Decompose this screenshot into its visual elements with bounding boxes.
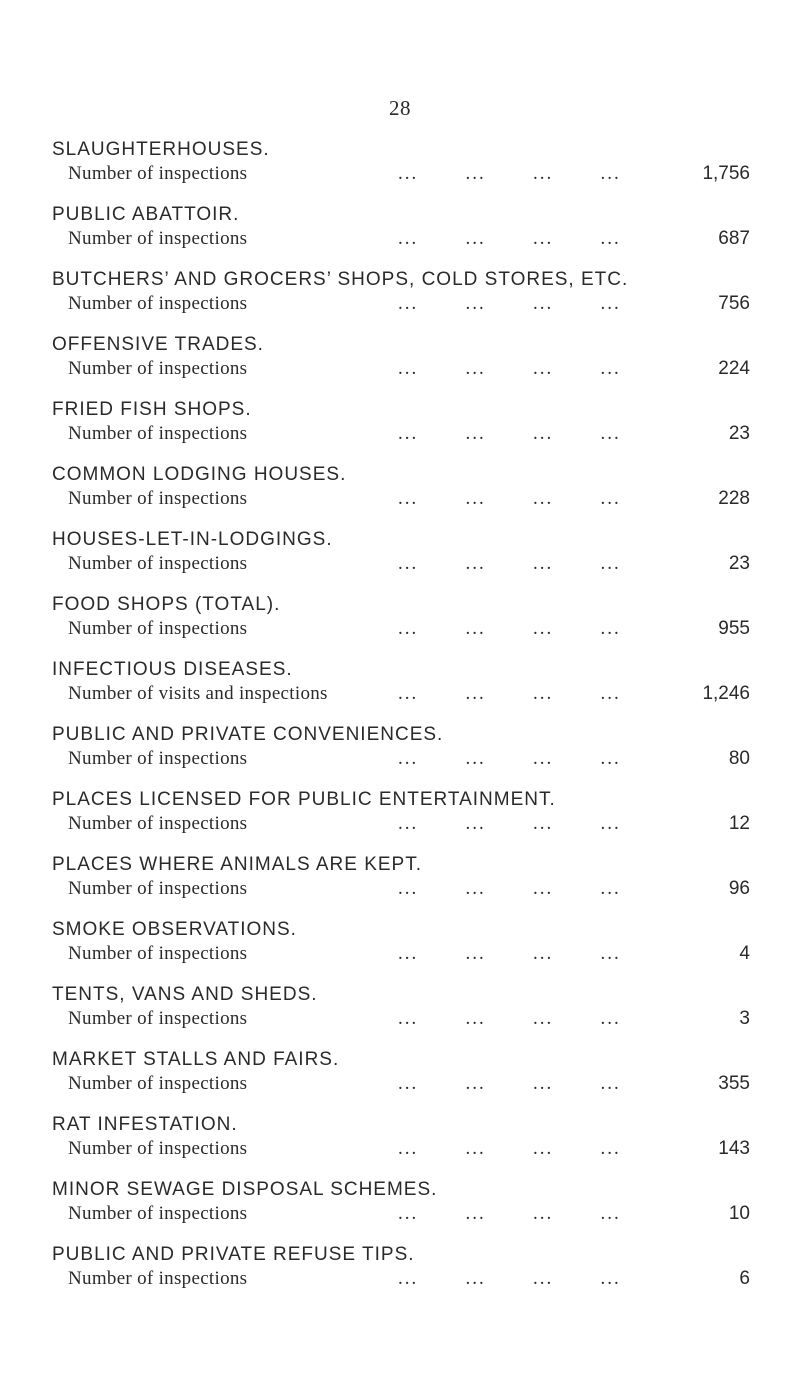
entry-value: 1,756 (702, 163, 750, 184)
entry-value: 355 (718, 1073, 750, 1094)
entry-label: Number of inspections (68, 1138, 248, 1159)
entry-detail-row (68, 1073, 748, 1097)
entry-detail-row (68, 878, 748, 902)
entry-label: Number of inspections (68, 748, 248, 769)
inspection-entry (52, 1049, 752, 1114)
entry-heading: BUTCHERS’ AND GROCERS’ SHOPS, COLD STORES, ETC. (52, 269, 629, 290)
entry-heading: SMOKE OBSERVATIONS. (52, 919, 297, 940)
dot-leaders: ... ... ... ... (398, 488, 621, 509)
entry-heading: MINOR SEWAGE DISPOSAL SCHEMES. (52, 1179, 438, 1200)
entry-detail-row (68, 683, 748, 707)
entry-value: 6 (739, 1268, 750, 1289)
dot-leaders: ... ... ... ... (398, 943, 621, 964)
entry-value: 23 (728, 423, 750, 444)
entry-label: Number of inspections (68, 1203, 248, 1224)
entry-value: 228 (718, 488, 750, 509)
entry-heading: HOUSES-LET-IN-LODGINGS. (52, 529, 333, 550)
inspection-entry (52, 724, 752, 789)
entry-detail-row (68, 943, 748, 967)
entry-heading: RAT INFESTATION. (52, 1114, 238, 1135)
inspection-entry (52, 334, 752, 399)
dot-leaders: ... ... ... ... (398, 358, 621, 379)
entry-heading: FOOD SHOPS (TOTAL). (52, 594, 281, 615)
entry-heading: INFECTIOUS DISEASES. (52, 659, 293, 680)
inspection-entry (52, 269, 752, 334)
entry-detail-row (68, 813, 748, 837)
entry-value: 4 (739, 943, 750, 964)
entry-value: 1,246 (702, 683, 750, 704)
dot-leaders: ... ... ... ... (398, 1008, 621, 1029)
dot-leaders: ... ... ... ... (398, 163, 621, 184)
entry-detail-row (68, 228, 748, 252)
dot-leaders: ... ... ... ... (398, 228, 621, 249)
entry-detail-row (68, 748, 748, 772)
entry-detail-row (68, 618, 748, 642)
entry-label: Number of inspections (68, 1008, 248, 1029)
entry-label: Number of inspections (68, 423, 248, 444)
entry-label: Number of inspections (68, 358, 248, 379)
entry-detail-row (68, 358, 748, 382)
entry-detail-row (68, 293, 748, 317)
inspection-entry (52, 594, 752, 659)
entry-heading: COMMON LODGING HOUSES. (52, 464, 347, 485)
entry-label: Number of inspections (68, 618, 248, 639)
entry-value: 687 (718, 228, 750, 249)
inspection-entry (52, 659, 752, 724)
inspection-entry (52, 399, 752, 464)
entry-value: 955 (718, 618, 750, 639)
entry-label: Number of inspections (68, 488, 248, 509)
entry-label: Number of inspections (68, 943, 248, 964)
entry-heading: MARKET STALLS AND FAIRS. (52, 1049, 340, 1070)
entry-heading: PLACES LICENSED FOR PUBLIC ENTERTAINMENT. (52, 789, 556, 810)
entry-detail-row (68, 1008, 748, 1032)
entry-value: 10 (728, 1203, 750, 1224)
entry-label: Number of inspections (68, 878, 248, 899)
entry-value: 80 (728, 748, 750, 769)
entry-heading: SLAUGHTERHOUSES. (52, 139, 270, 160)
inspection-entry (52, 464, 752, 529)
dot-leaders: ... ... ... ... (398, 1203, 621, 1224)
entry-detail-row (68, 1138, 748, 1162)
entry-detail-row (68, 1268, 748, 1292)
entry-label: Number of inspections (68, 228, 248, 249)
entry-heading: PUBLIC AND PRIVATE CONVENIENCES. (52, 724, 444, 745)
entry-heading: PUBLIC ABATTOIR. (52, 204, 240, 225)
dot-leaders: ... ... ... ... (398, 553, 621, 574)
inspection-entries (52, 139, 752, 1309)
inspection-entry (52, 919, 752, 984)
entry-label: Number of inspections (68, 813, 248, 834)
entry-detail-row (68, 553, 748, 577)
entry-heading: TENTS, VANS AND SHEDS. (52, 984, 318, 1005)
dot-leaders: ... ... ... ... (398, 618, 621, 639)
entry-value: 96 (728, 878, 750, 899)
inspection-entry (52, 1244, 752, 1309)
dot-leaders: ... ... ... ... (398, 1138, 621, 1159)
inspection-entry (52, 1179, 752, 1244)
inspection-entry (52, 789, 752, 854)
inspection-entry (52, 984, 752, 1049)
dot-leaders: ... ... ... ... (398, 1073, 621, 1094)
entry-detail-row (68, 423, 748, 447)
entry-label: Number of inspections (68, 553, 248, 574)
dot-leaders: ... ... ... ... (398, 748, 621, 769)
entry-heading: FRIED FISH SHOPS. (52, 399, 252, 420)
inspection-entry (52, 854, 752, 919)
entry-detail-row (68, 488, 748, 512)
entry-heading: OFFENSIVE TRADES. (52, 334, 264, 355)
inspection-entry (52, 139, 752, 204)
dot-leaders: ... ... ... ... (398, 293, 621, 314)
entry-value: 12 (728, 813, 750, 834)
inspection-entry (52, 204, 752, 269)
entry-detail-row (68, 1203, 748, 1227)
entry-label: Number of inspections (68, 1268, 248, 1289)
entry-value: 224 (718, 358, 750, 379)
page-number: 28 (389, 96, 411, 120)
entry-value: 756 (718, 293, 750, 314)
entry-label: Number of visits and inspections (68, 683, 328, 704)
dot-leaders: ... ... ... ... (398, 1268, 621, 1289)
entry-label: Number of inspections (68, 1073, 248, 1094)
entry-label: Number of inspections (68, 163, 248, 184)
dot-leaders: ... ... ... ... (398, 423, 621, 444)
entry-value: 143 (718, 1138, 750, 1159)
entry-heading: PUBLIC AND PRIVATE REFUSE TIPS. (52, 1244, 415, 1265)
entry-heading: PLACES WHERE ANIMALS ARE KEPT. (52, 854, 422, 875)
dot-leaders: ... ... ... ... (398, 683, 621, 704)
dot-leaders: ... ... ... ... (398, 878, 621, 899)
entry-value: 3 (739, 1008, 750, 1029)
inspection-entry (52, 529, 752, 594)
entry-detail-row (68, 163, 748, 187)
dot-leaders: ... ... ... ... (398, 813, 621, 834)
entry-label: Number of inspections (68, 293, 248, 314)
inspection-entry (52, 1114, 752, 1179)
entry-value: 23 (728, 553, 750, 574)
